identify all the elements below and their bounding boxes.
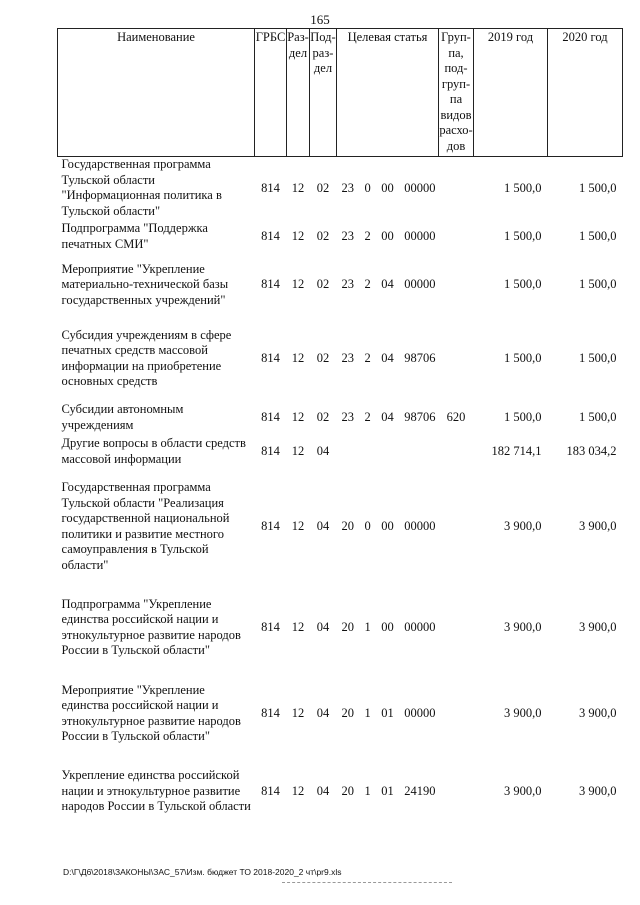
row-year1: 1 500,0 xyxy=(504,409,542,424)
header-name: Наименование xyxy=(58,29,255,157)
row-celevaya xyxy=(337,254,439,317)
footer-file-path: D:\Г\Д6\2018\ЗАКОНЫ\ЗАС_57\Изм. бюджет ТО 2018-2020_2 чт\pr9.xls xyxy=(63,867,342,877)
cs-subprogram: 0 xyxy=(364,180,371,195)
row-name: Государственная программа Тульской области "Реализация государственной национальной политики и развитие местного самоуправления в Тульской области" xyxy=(61,480,230,572)
row-razdel: 12 xyxy=(291,180,305,195)
cs-direction: 00000 xyxy=(404,518,436,533)
table-row xyxy=(58,254,623,317)
cs-event: 04 xyxy=(381,409,394,424)
row-year1: 3 900,0 xyxy=(504,705,542,720)
table-row xyxy=(58,671,623,757)
cs-event: 04 xyxy=(381,277,394,292)
cs-direction: 00000 xyxy=(404,277,436,292)
row-name: Другие вопросы в области средств массовой информации xyxy=(61,436,246,466)
row-razdel: 12 xyxy=(291,783,305,798)
header-razdel: Раз-дел xyxy=(287,29,310,157)
cs-direction: 00000 xyxy=(404,619,436,634)
row-vid xyxy=(439,757,474,827)
row-grbs: 814 xyxy=(261,409,280,424)
cs-event: 00 xyxy=(381,228,394,243)
row-vid xyxy=(439,220,474,254)
row-year1: 3 900,0 xyxy=(504,619,542,634)
row-year2: 3 900,0 xyxy=(579,619,617,634)
row-grbs: 814 xyxy=(261,350,280,365)
cs-program: 23 xyxy=(341,228,354,243)
table-row xyxy=(58,317,623,401)
row-podrazdel: 02 xyxy=(316,180,330,195)
row-podrazdel: 02 xyxy=(316,350,330,365)
table-row xyxy=(58,401,623,435)
row-grbs: 814 xyxy=(261,518,280,533)
row-year2: 1 500,0 xyxy=(579,180,617,195)
row-name: Мероприятие "Укрепление единства российской нации и этнокультурное развитие народов России в Тульской области" xyxy=(61,682,241,743)
cs-subprogram: 1 xyxy=(364,619,371,634)
row-year2: 1 500,0 xyxy=(579,350,617,365)
row-razdel: 12 xyxy=(291,443,305,458)
row-grbs: 814 xyxy=(261,619,280,634)
cs-subprogram: 2 xyxy=(364,228,371,243)
row-podrazdel: 02 xyxy=(316,277,330,292)
cs-event: 01 xyxy=(381,705,394,720)
row-celevaya xyxy=(337,220,439,254)
cs-subprogram: 0 xyxy=(364,518,371,533)
cs-subprogram: 1 xyxy=(364,783,371,798)
header-vid: Груп-па, под-груп-па видов расхо-дов xyxy=(439,29,474,157)
row-year1: 3 900,0 xyxy=(504,518,542,533)
row-podrazdel: 04 xyxy=(316,518,330,533)
cs-direction: 00000 xyxy=(404,180,436,195)
cs-program: 23 xyxy=(341,409,354,424)
cs-subprogram: 2 xyxy=(364,277,371,292)
cs-direction: 98706 xyxy=(404,350,436,365)
row-celevaya xyxy=(337,671,439,757)
table-header-row xyxy=(58,29,623,157)
table-row xyxy=(58,220,623,254)
row-podrazdel: 04 xyxy=(316,783,330,798)
row-year2: 3 900,0 xyxy=(579,783,617,798)
row-vid xyxy=(439,435,474,469)
cs-program: 20 xyxy=(341,705,354,720)
row-vid xyxy=(439,157,474,220)
row-celevaya xyxy=(337,435,439,469)
row-celevaya xyxy=(337,157,439,220)
row-podrazdel: 02 xyxy=(316,409,330,424)
cs-subprogram: 1 xyxy=(364,705,371,720)
row-vid xyxy=(439,254,474,317)
row-vid xyxy=(439,671,474,757)
row-grbs: 814 xyxy=(261,783,280,798)
cs-subprogram: 2 xyxy=(364,409,371,424)
cs-event: 00 xyxy=(381,180,394,195)
row-name: Субсидия учреждениям в сфере печатных средств массовой информации на приобретение основных средств xyxy=(61,327,232,388)
row-year2: 1 500,0 xyxy=(579,409,617,424)
cs-direction: 24190 xyxy=(404,783,436,798)
row-razdel: 12 xyxy=(291,705,305,720)
cs-program: 23 xyxy=(341,350,354,365)
header-celevaya: Целевая статья xyxy=(337,29,439,157)
cs-direction: 00000 xyxy=(404,228,436,243)
table-row xyxy=(58,435,623,469)
row-razdel: 12 xyxy=(291,619,305,634)
cs-direction: 98706 xyxy=(404,409,436,424)
cs-program: 20 xyxy=(341,518,354,533)
row-podrazdel: 04 xyxy=(316,619,330,634)
cs-direction: 00000 xyxy=(404,705,436,720)
row-podrazdel: 04 xyxy=(316,705,330,720)
row-year1: 182 714,1 xyxy=(491,443,542,458)
cs-subprogram: 2 xyxy=(364,350,371,365)
cs-event: 00 xyxy=(381,619,394,634)
row-razdel: 12 xyxy=(291,409,305,424)
row-name: Подпрограмма "Укрепление единства российской нации и этнокультурное развитие народов России в Тульской области" xyxy=(61,596,241,657)
row-podrazdel: 04 xyxy=(316,443,330,458)
row-podrazdel: 02 xyxy=(316,228,330,243)
row-name: Субсидии автономным учреждениям xyxy=(61,402,184,432)
row-vid: 620 xyxy=(446,409,466,424)
row-vid xyxy=(439,585,474,671)
cs-program: 20 xyxy=(341,783,354,798)
budget-table xyxy=(57,28,623,827)
row-year2: 3 900,0 xyxy=(579,518,617,533)
cs-program: 23 xyxy=(341,277,354,292)
row-vid xyxy=(439,317,474,401)
cs-event: 01 xyxy=(381,783,394,798)
table-row xyxy=(58,469,623,585)
row-vid xyxy=(439,469,474,585)
row-grbs: 814 xyxy=(261,277,280,292)
footer-divider xyxy=(282,882,452,883)
row-razdel: 12 xyxy=(291,518,305,533)
row-year2: 183 034,2 xyxy=(566,443,617,458)
row-celevaya xyxy=(337,757,439,827)
page-number: 165 xyxy=(310,12,330,27)
row-grbs: 814 xyxy=(261,705,280,720)
row-celevaya xyxy=(337,585,439,671)
header-year2: 2020 год xyxy=(548,29,623,157)
row-celevaya xyxy=(337,401,439,435)
cs-event: 00 xyxy=(381,518,394,533)
row-name: Государственная программа Тульской области "Информационная политика в Тульской области" xyxy=(61,157,222,218)
row-year2: 3 900,0 xyxy=(579,705,617,720)
row-year1: 1 500,0 xyxy=(504,228,542,243)
row-name: Мероприятие "Укрепление материально-технической базы государственных учреждений" xyxy=(61,261,229,307)
row-year1: 1 500,0 xyxy=(504,277,542,292)
row-year1: 1 500,0 xyxy=(504,350,542,365)
row-year1: 1 500,0 xyxy=(504,180,542,195)
table-row xyxy=(58,585,623,671)
row-razdel: 12 xyxy=(291,277,305,292)
cs-program: 23 xyxy=(341,180,354,195)
table-row xyxy=(58,757,623,827)
row-grbs: 814 xyxy=(261,180,280,195)
row-year2: 1 500,0 xyxy=(579,228,617,243)
table-row xyxy=(58,157,623,220)
header-year1: 2019 год xyxy=(474,29,548,157)
cs-event: 04 xyxy=(381,350,394,365)
row-razdel: 12 xyxy=(291,350,305,365)
header-podrazdel: Под-раз-дел xyxy=(310,29,337,157)
row-year2: 1 500,0 xyxy=(579,277,617,292)
row-razdel: 12 xyxy=(291,228,305,243)
row-name: Укрепление единства российской нации и этнокультурное развитие народов России в Тульской области xyxy=(61,768,251,814)
cs-program: 20 xyxy=(341,619,354,634)
row-grbs: 814 xyxy=(261,443,280,458)
row-year1: 3 900,0 xyxy=(504,783,542,798)
header-grbs: ГРБС xyxy=(255,29,287,157)
row-celevaya xyxy=(337,317,439,401)
row-name: Подпрограмма "Поддержка печатных СМИ" xyxy=(61,221,208,251)
row-celevaya xyxy=(337,469,439,585)
row-grbs: 814 xyxy=(261,228,280,243)
